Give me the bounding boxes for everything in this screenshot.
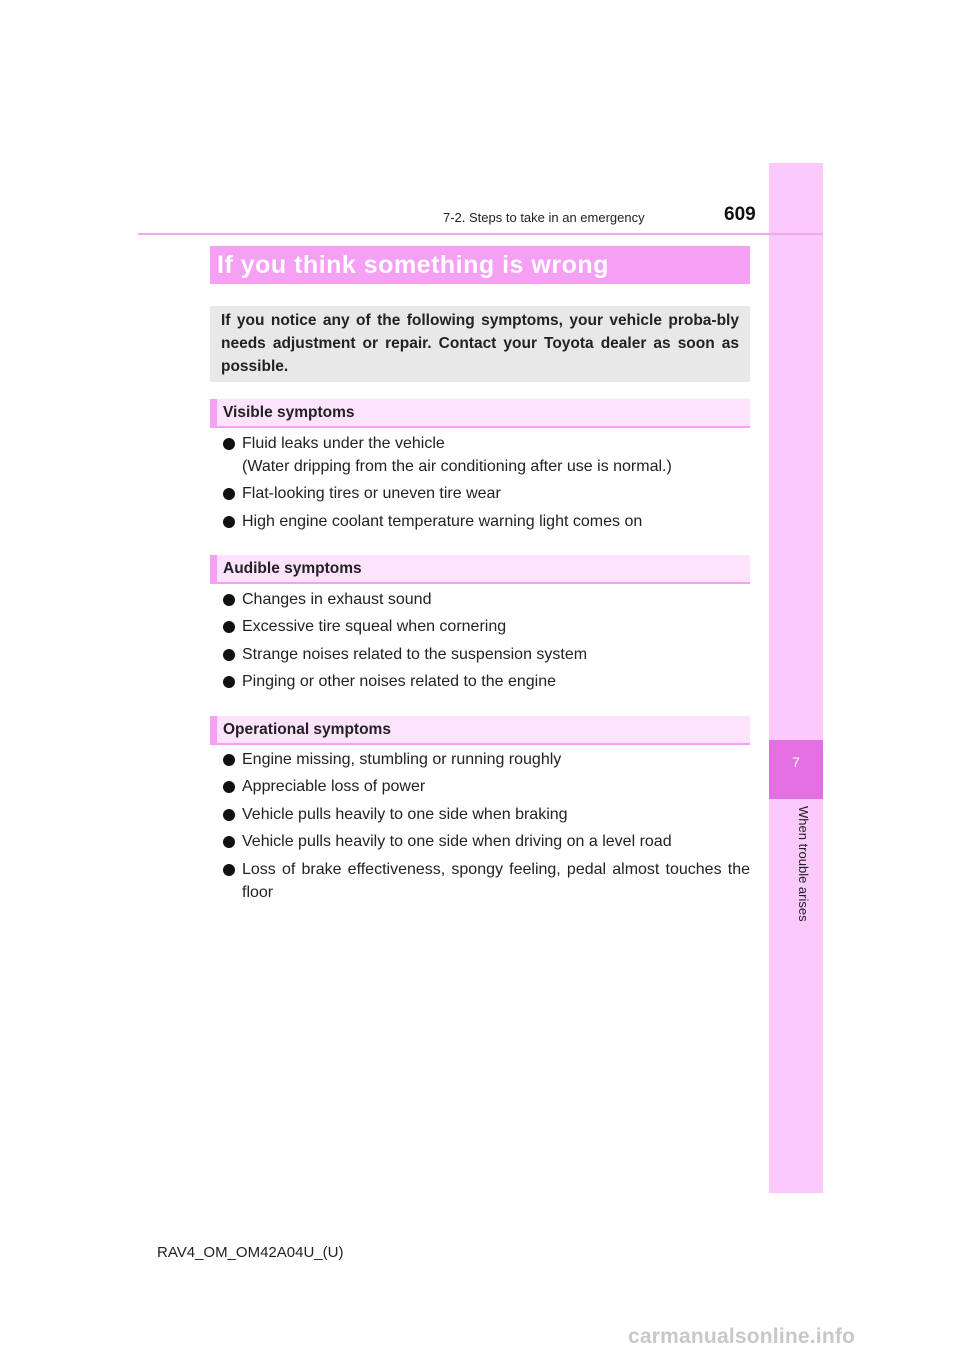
section-heading-visible — [210, 399, 750, 428]
list-item: Vehicle pulls heavily to one side when driving on a level road — [222, 830, 750, 853]
section-heading-audible — [210, 555, 750, 584]
list-item: Changes in exhaust sound — [222, 588, 750, 611]
bullet-icon — [223, 488, 235, 500]
list-item: Fluid leaks under the vehicle (Water dripping from the air conditioning after use is normal.) — [222, 432, 750, 478]
intro-text: If you notice any of the following symptoms, your vehicle proba-bly needs adjustment or repair. Contact your Toyota dealer as soon as possible. — [221, 312, 739, 375]
bullet-icon — [223, 594, 235, 606]
bullet-icon — [223, 438, 235, 450]
bullet-icon — [223, 516, 235, 528]
audible-symptoms-list — [222, 588, 750, 698]
list-item: Flat-looking tires or uneven tire wear — [222, 482, 750, 505]
header-rule — [138, 233, 823, 235]
list-item: Strange noises related to the suspension system — [222, 643, 750, 666]
document-code: RAV4_OM_OM42A04U_(U) — [157, 1244, 344, 1261]
chapter-number: 7 — [792, 754, 800, 770]
page-number: 609 — [724, 204, 756, 225]
list-item: Vehicle pulls heavily to one side when braking — [222, 803, 750, 826]
list-item: High engine coolant temperature warning light comes on — [222, 510, 750, 533]
bullet-icon — [223, 649, 235, 661]
header-section-title: 7-2. Steps to take in an emergency — [443, 210, 645, 225]
section-title: Audible symptoms — [223, 560, 362, 577]
list-item: Pinging or other noises related to the engine — [222, 670, 750, 693]
list-item: Loss of brake effectiveness, spongy feeling, pedal almost touches the floor — [222, 858, 750, 904]
list-item: Appreciable loss of power — [222, 775, 750, 798]
bullet-icon — [223, 809, 235, 821]
section-title: Visible symptoms — [223, 404, 355, 421]
chapter-side-tab — [769, 163, 823, 1193]
bullet-icon — [223, 781, 235, 793]
visible-symptoms-list — [222, 432, 750, 537]
page-title: If you think something is wrong — [217, 251, 609, 279]
section-title: Operational symptoms — [223, 721, 391, 738]
section-heading-operational — [210, 716, 750, 745]
bullet-icon — [223, 676, 235, 688]
list-item: Excessive tire squeal when cornering — [222, 615, 750, 638]
list-item: Engine missing, stumbling or running roughly — [222, 748, 750, 771]
bullet-icon — [223, 621, 235, 633]
intro-box — [210, 306, 750, 382]
watermark: carmanualsonline.info — [628, 1325, 856, 1348]
bullet-icon — [223, 864, 235, 876]
bullet-icon — [223, 754, 235, 766]
page-title-bar — [210, 246, 750, 284]
bullet-icon — [223, 836, 235, 848]
chapter-title: When trouble arises — [796, 806, 811, 922]
chapter-number-box — [769, 740, 823, 799]
operational-symptoms-list — [222, 748, 750, 908]
